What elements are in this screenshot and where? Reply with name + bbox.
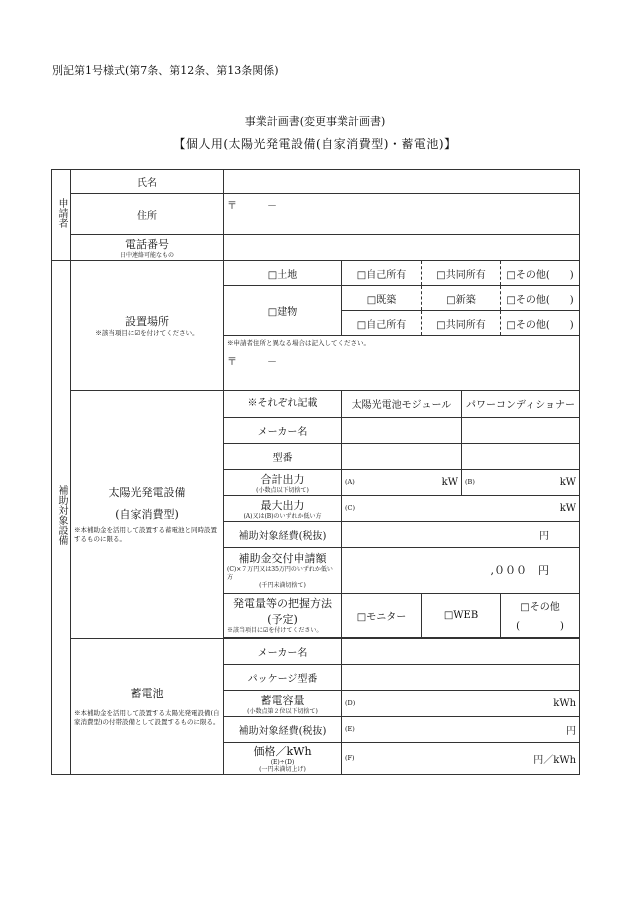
land-other-checkbox[interactable]: □その他( ) <box>501 261 580 286</box>
method-other-checkbox[interactable]: □その他 ( ) <box>501 593 580 637</box>
land-shared-checkbox[interactable]: □共同所有 <box>422 261 501 286</box>
conditioner-model-field[interactable] <box>462 443 580 469</box>
location-label-cell: 設置場所 ※該当項目に☑を付けてください。 <box>71 261 224 391</box>
building-type-other-checkbox[interactable]: □その他( ) <box>501 286 580 311</box>
solar-expense-label: 補助対象経費(税抜) <box>224 521 342 547</box>
location-postal: 〒 － <box>227 357 277 368</box>
name-label: 氏名 <box>71 170 224 194</box>
total-output-b-field[interactable]: (B) kW <box>462 469 580 495</box>
capacity-field[interactable]: (D) kWh <box>342 690 580 716</box>
phone-field[interactable] <box>224 235 580 261</box>
name-field[interactable] <box>224 170 580 194</box>
document-title: 事業計画書(変更事業計画書) <box>244 115 386 128</box>
land-own-checkbox[interactable]: □自己所有 <box>342 261 422 286</box>
battery-maker-field[interactable] <box>342 638 580 664</box>
document-subtitle: 【個人用(太陽光発電設備(自家消費型)・蓄電池)】 <box>173 137 457 151</box>
module-maker-field[interactable] <box>342 417 462 443</box>
capacity-label: 蓄電容量 (小数点第２位以下切捨て) <box>224 690 342 716</box>
subsidy-label: 補助金交付申請額 (C)×７万円又は35万円のいずれか低い方 (千円未満切捨て) <box>224 547 342 593</box>
building-other-checkbox[interactable]: □その他( ) <box>501 311 580 336</box>
existing-checkbox[interactable]: □既築 <box>342 286 422 311</box>
address-label: 住所 <box>71 194 224 235</box>
subsidy-field[interactable]: ,０００ 円 <box>342 547 580 593</box>
each-note: ※それぞれ記載 <box>224 390 342 417</box>
battery-label-cell: 蓄電池 ※本補助金を活用して設置する太陽光発電設備(自家消費型)の付帯設備として設置するものに限る。 <box>71 638 224 774</box>
battery-maker-label: メーカー名 <box>224 638 342 664</box>
conditioner-maker-field[interactable] <box>462 417 580 443</box>
max-output-label: 最大出力 (A)又は(B)のいずれか低い方 <box>224 495 342 521</box>
battery-expense-label: 補助対象経費(税抜) <box>224 716 342 742</box>
location-diff-note: ※申請者住所と異なる場合は記入してください。 <box>227 339 370 347</box>
package-model-field[interactable] <box>342 664 580 690</box>
monitor-checkbox[interactable]: □モニター <box>342 593 422 637</box>
building-shared-checkbox[interactable]: □共同所有 <box>422 311 501 336</box>
total-output-a-field[interactable]: (A) kW <box>342 469 462 495</box>
applicant-section-label: 申請者 <box>52 170 71 261</box>
battery-expense-field[interactable]: (E) 円 <box>342 716 580 742</box>
building-checkbox[interactable]: □建物 <box>224 286 342 336</box>
module-model-field[interactable] <box>342 443 462 469</box>
application-form-table <box>51 169 580 775</box>
solar-maker-label: メーカー名 <box>224 417 342 443</box>
solar-label-cell: 太陽光発電設備 (自家消費型) ※本補助金を活用して設置する蓄電池と同時設置するものに限る。 <box>71 390 224 638</box>
building-own-checkbox[interactable]: □自己所有 <box>342 311 422 336</box>
conditioner-header: パワーコンディショナー <box>462 390 580 417</box>
max-output-c-field[interactable]: (C) kW <box>342 495 580 521</box>
price-label: 価格／kWh (E)÷(D) (一円未満切上げ) <box>224 742 342 774</box>
address-postal: 〒 － <box>227 201 277 212</box>
method-label: 発電量等の把握方法 (予定) ※該当項目に☑を付けてください。 <box>224 593 342 637</box>
price-field[interactable]: (F) 円／kWh <box>342 742 580 774</box>
web-checkbox[interactable]: □WEB <box>422 593 501 637</box>
form-number: 別記第1号様式(第7条、第12条、第13条関係) <box>52 64 279 77</box>
new-build-checkbox[interactable]: □新築 <box>422 286 501 311</box>
phone-label-cell: 電話番号 日中連絡可能なもの <box>71 235 224 261</box>
location-address-field[interactable] <box>224 336 580 390</box>
package-model-label: パッケージ型番 <box>224 664 342 690</box>
module-header: 太陽光電池モジュール <box>342 390 462 417</box>
solar-model-label: 型番 <box>224 443 342 469</box>
solar-expense-field[interactable]: 円 <box>342 521 580 547</box>
total-output-label: 合計出力 (小数点以下切捨て) <box>224 469 342 495</box>
address-field[interactable] <box>224 194 580 235</box>
target-section-label: 補助対象設備 <box>52 261 71 775</box>
land-checkbox[interactable]: □土地 <box>224 261 342 286</box>
